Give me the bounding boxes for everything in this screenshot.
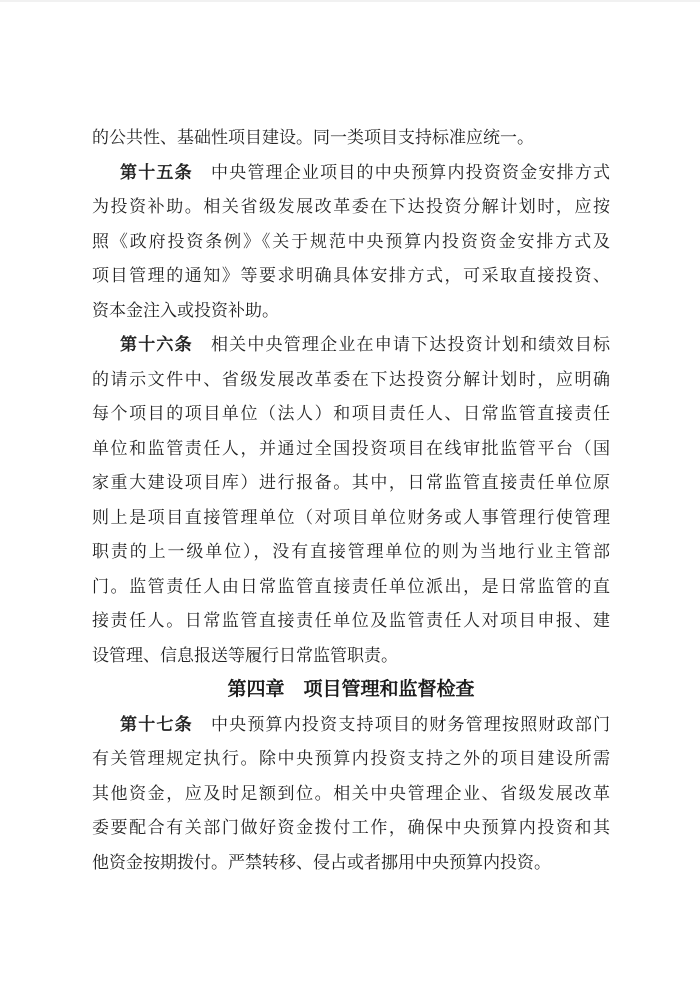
text-line: 接责任人。日常监管直接责任单位及监管责任人对项目申报、建	[92, 611, 610, 630]
text-line: 的公共性、基础性项目建设。同一类项目支持标准应统一。	[92, 128, 534, 147]
text-line: 项目管理的通知》等要求明确具体安排方式，可采取直接投资、	[92, 266, 610, 285]
article-16-paragraph	[92, 328, 610, 673]
text-line: 资本金注入或投资补助。	[92, 300, 279, 320]
article-first-line-text: 相关中央管理企业在申请下达投资计划和绩效目标	[192, 335, 611, 354]
text-line	[92, 156, 610, 191]
article-first-line-text: 中央预算内投资支持项目的财务管理按照财政部门	[192, 714, 611, 734]
text-line: 设管理、信息报送等履行日常监管职责。	[92, 645, 398, 665]
text-line: 每个项目的项目单位（法人）和项目责任人、日常监管直接责任	[92, 404, 610, 423]
article-number: 第十五条	[120, 162, 193, 182]
text-line: 委要配合有关部门做好资金拨付工作，确保中央预算内投资和其	[92, 818, 610, 837]
text-line: 门。监管责任人由日常监管直接责任单位派出，是日常监管的直	[92, 576, 610, 596]
text-line: 则上是项目直接管理单位（对项目单位财务或人事管理行使管理	[92, 507, 610, 527]
chapter-4-heading: 第四章 项目管理和监督检查	[227, 679, 475, 700]
text-line: 家重大建设项目库）进行报备。其中，日常监管直接责任单位原	[92, 473, 610, 492]
article-first-line-text: 中央管理企业项目的中央预算内投资资金安排方式	[192, 162, 611, 182]
text-line: 为投资补助。相关省级发展改革委在下达投资分解计划时，应按	[92, 197, 610, 216]
text-line: 其他资金，应及时足额到位。相关中央管理企业、省级发展改革	[92, 783, 610, 803]
article-number: 第十六条	[120, 335, 193, 354]
text-line: 有关管理规定执行。除中央预算内投资支持之外的项目建设所需	[92, 749, 610, 768]
text-line	[92, 328, 610, 363]
article-15-paragraph	[92, 156, 610, 329]
text-line: 单位和监管责任人，并通过全国投资项目在线审批监管平台（国	[92, 438, 610, 458]
article-17-paragraph	[92, 708, 610, 881]
article-number: 第十七条	[120, 714, 193, 734]
paragraph-continuation	[92, 121, 610, 156]
text-line	[92, 708, 610, 743]
text-line: 职责的上一级单位），没有直接管理单位的则为当地行业主管部	[92, 542, 610, 561]
text-line: 的请示文件中、省级发展改革委在下达投资分解计划时，应明确	[92, 369, 610, 389]
text-line: 他资金按期拨付。严禁转移、侵占或者挪用中央预算内投资。	[92, 852, 551, 872]
text-line: 照《政府投资条例》《关于规范中央预算内投资资金安排方式及	[92, 231, 610, 251]
